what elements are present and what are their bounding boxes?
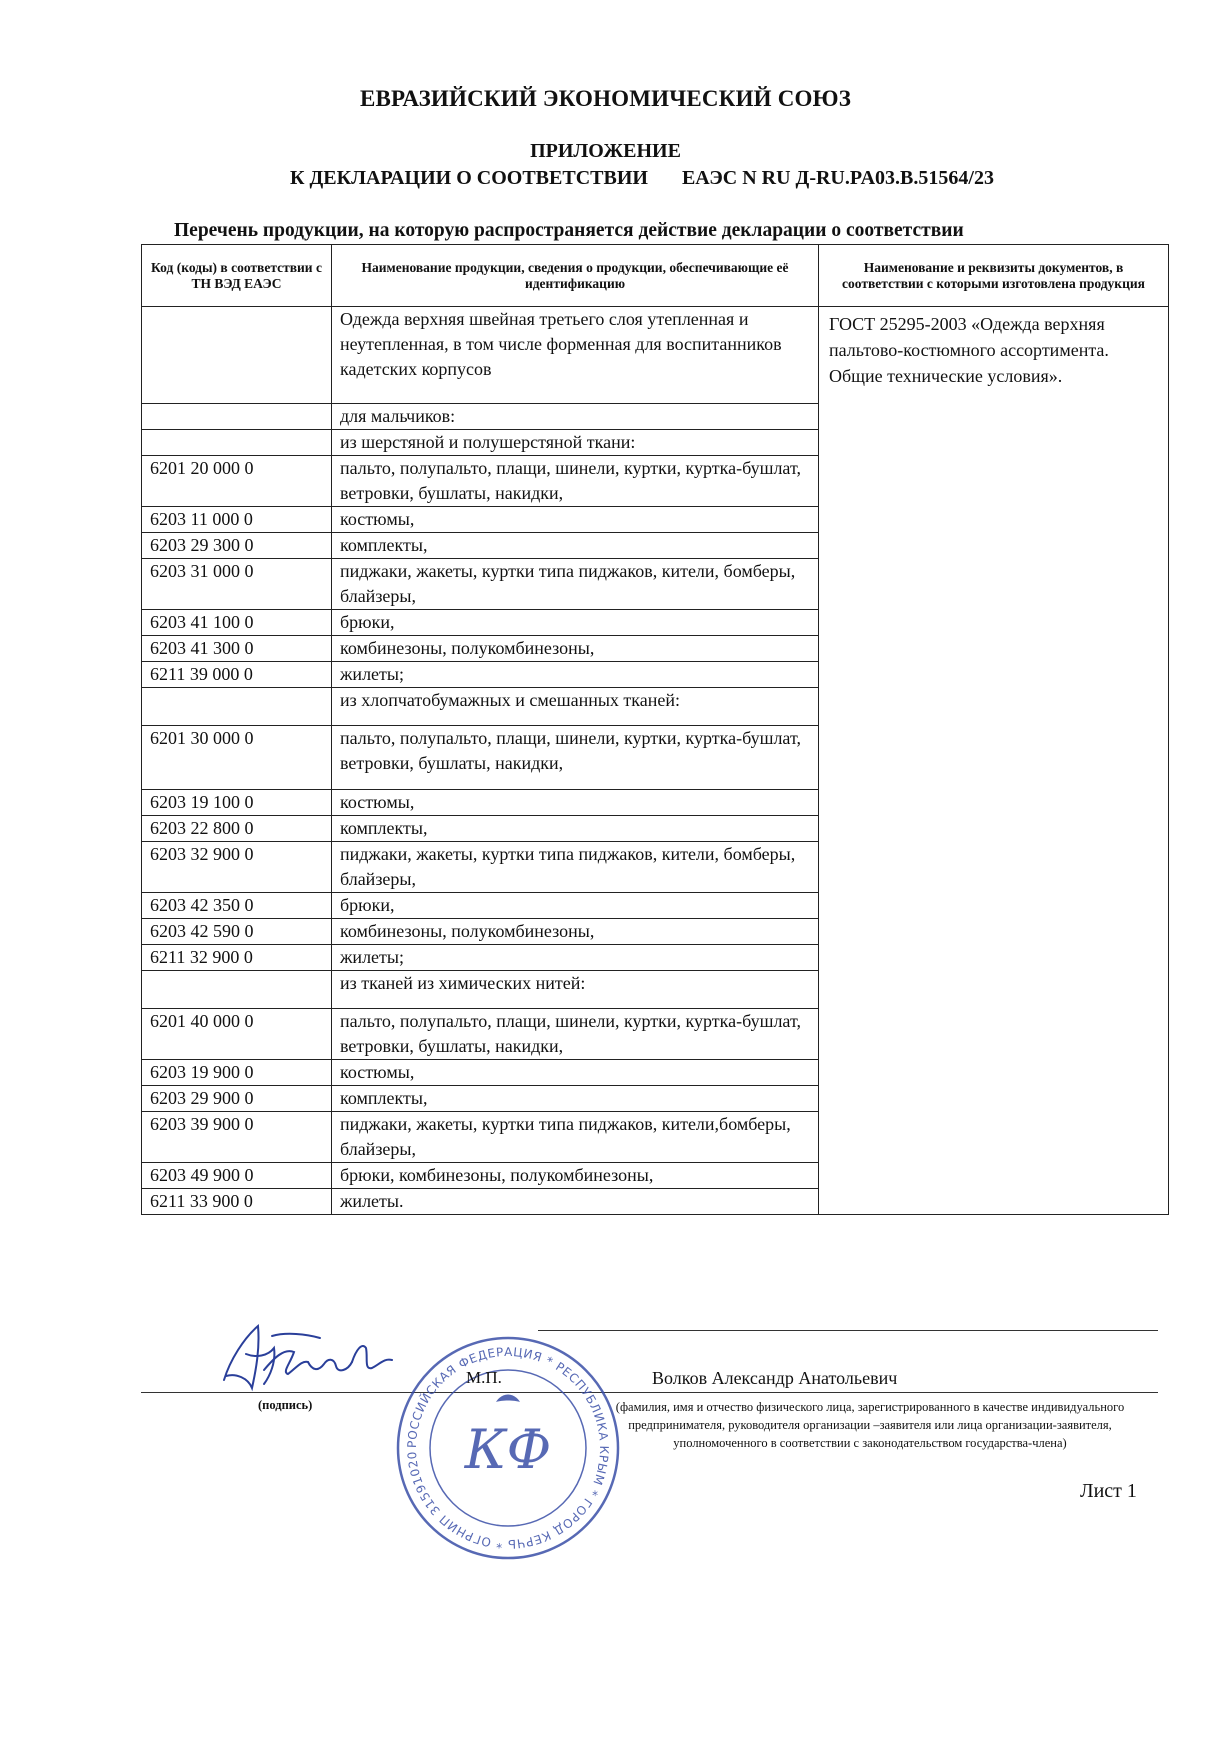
hs-code-cell: 6201 20 000 0 [142, 456, 332, 507]
product-name-cell: жилеты. [332, 1189, 819, 1215]
signer-name: Волков Александр Анатольевич [652, 1368, 898, 1388]
hs-code-cell: 6211 32 900 0 [142, 945, 332, 971]
hs-code-cell: 6211 33 900 0 [142, 1189, 332, 1215]
product-name-cell: жилеты; [332, 662, 819, 688]
hs-code-cell: 6203 32 900 0 [142, 842, 332, 893]
hs-code-cell: 6203 29 900 0 [142, 1086, 332, 1112]
product-name-cell: брюки, [332, 893, 819, 919]
stamp-monogram: КФ [464, 1418, 552, 1481]
product-list-title: Перечень продукции, на которую распространяется действие декларации о соответствии [174, 220, 964, 241]
product-name-cell: пальто, полупальто, плащи, шинели, куртки, куртка-бушлат, ветровки, бушлаты, накидки, [332, 726, 819, 790]
product-name-cell: комплекты, [332, 816, 819, 842]
hs-code-cell: 6203 19 900 0 [142, 1060, 332, 1086]
product-name-cell: из шерстяной и полушерстяной ткани: [332, 430, 819, 456]
union-title: ЕВРАЗИЙСКИЙ ЭКОНОМИЧЕСКИЙ СОЮЗ [359, 86, 852, 111]
standards-docs-cell: ГОСТ 25295-2003 «Одежда верхняя пальтово-костюмного ассортимента. Общие технические условия». [819, 307, 1169, 1215]
product-name-cell: брюки, [332, 610, 819, 636]
product-name-cell: костюмы, [332, 790, 819, 816]
mp-label: М.П. [466, 1368, 502, 1387]
signer-note: (фамилия, имя и отчество физического лица, зарегистрированного в качестве индивидуального предпринимателя, руководителя организации –заявителя или лица организации-заявителя, уполномоченного в соответствии с законодательством государства-члена) [615, 1400, 1125, 1450]
product-name-cell: жилеты; [332, 945, 819, 971]
hs-code-cell: 6211 39 000 0 [142, 662, 332, 688]
docs-column-header: Наименование и реквизиты документов, в соответствии с которыми изготовлена продукция [819, 245, 1169, 307]
hs-code-cell: 6201 40 000 0 [142, 1009, 332, 1060]
product-name-cell: пальто, полупальто, плащи, шинели, куртки, куртка-бушлат, ветровки, бушлаты, накидки, [332, 456, 819, 507]
hs-code-cell [142, 971, 332, 1009]
hs-code-cell [142, 404, 332, 430]
product-name-cell: костюмы, [332, 507, 819, 533]
hs-code-cell: 6203 19 100 0 [142, 790, 332, 816]
signer-name-top-line [538, 1330, 1158, 1331]
signature-caption: (подпись) [258, 1398, 313, 1412]
product-name-cell: костюмы, [332, 1060, 819, 1086]
product-name-cell: Одежда верхняя швейная третьего слоя утепленная и неутепленная, в том числе форменная для воспитанников кадетских корпусов [332, 307, 819, 404]
hs-code-cell: 6203 11 000 0 [142, 507, 332, 533]
hs-code-cell [142, 688, 332, 726]
hs-code-cell: 6201 30 000 0 [142, 726, 332, 790]
product-name-cell: комплекты, [332, 1086, 819, 1112]
declaration-line [290, 167, 994, 190]
hs-code-cell: 6203 39 900 0 [142, 1112, 332, 1163]
table-row [142, 307, 1169, 404]
product-name-cell: комплекты, [332, 533, 819, 559]
code-column-header: Код (коды) в соответствии с ТН ВЭД ЕАЭС [142, 245, 332, 307]
hs-code-cell: 6203 49 900 0 [142, 1163, 332, 1189]
handwritten-signature [216, 1318, 406, 1403]
annex-title: ПРИЛОЖЕНИЕ [530, 140, 681, 162]
product-name-cell: комбинезоны, полукомбинезоны, [332, 919, 819, 945]
product-name-cell: из тканей из химических нитей: [332, 971, 819, 1009]
product-name-cell: пальто, полупальто, плащи, шинели, куртки, куртка-бушлат, ветровки, бушлаты, накидки, [332, 1009, 819, 1060]
products-table [141, 244, 1169, 1215]
hs-code-cell: 6203 41 300 0 [142, 636, 332, 662]
sheet-number: Лист 1 [1080, 1480, 1137, 1502]
declaration-prefix: К ДЕКЛАРАЦИИ О СООТВЕТСТВИИ [290, 167, 648, 189]
product-name-cell: из хлопчатобумажных и смешанных тканей: [332, 688, 819, 726]
product-name-cell: пиджаки, жакеты, куртки типа пиджаков, кители,бомберы, блайзеры, [332, 1112, 819, 1163]
stamp-ring-text: РОССИЙСКАЯ ФЕДЕРАЦИЯ * РЕСПУБЛИКА КРЫМ * ГОРОД КЕРЧЬ * ОГРНИП 31591020 [404, 1344, 612, 1552]
product-name-cell: брюки, комбинезоны, полукомбинезоны, [332, 1163, 819, 1189]
hs-code-cell: 6203 29 300 0 [142, 533, 332, 559]
product-name-cell: комбинезоны, полукомбинезоны, [332, 636, 819, 662]
hs-code-cell: 6203 42 590 0 [142, 919, 332, 945]
hs-code-cell: 6203 42 350 0 [142, 893, 332, 919]
name-column-header: Наименование продукции, сведения о продукции, обеспечивающие её идентификацию [332, 245, 819, 307]
hs-code-cell: 6203 31 000 0 [142, 559, 332, 610]
declaration-number: ЕАЭС N RU Д-RU.PA03.B.51564/23 [681, 167, 994, 189]
hs-code-cell [142, 430, 332, 456]
product-name-cell: для мальчиков: [332, 404, 819, 430]
table-header-row [142, 245, 1169, 307]
hs-code-cell [142, 307, 332, 404]
product-name-cell: пиджаки, жакеты, куртки типа пиджаков, кители, бомберы, блайзеры, [332, 842, 819, 893]
hs-code-cell: 6203 41 100 0 [142, 610, 332, 636]
product-name-cell: пиджаки, жакеты, куртки типа пиджаков, кители, бомберы, блайзеры, [332, 559, 819, 610]
hs-code-cell: 6203 22 800 0 [142, 816, 332, 842]
